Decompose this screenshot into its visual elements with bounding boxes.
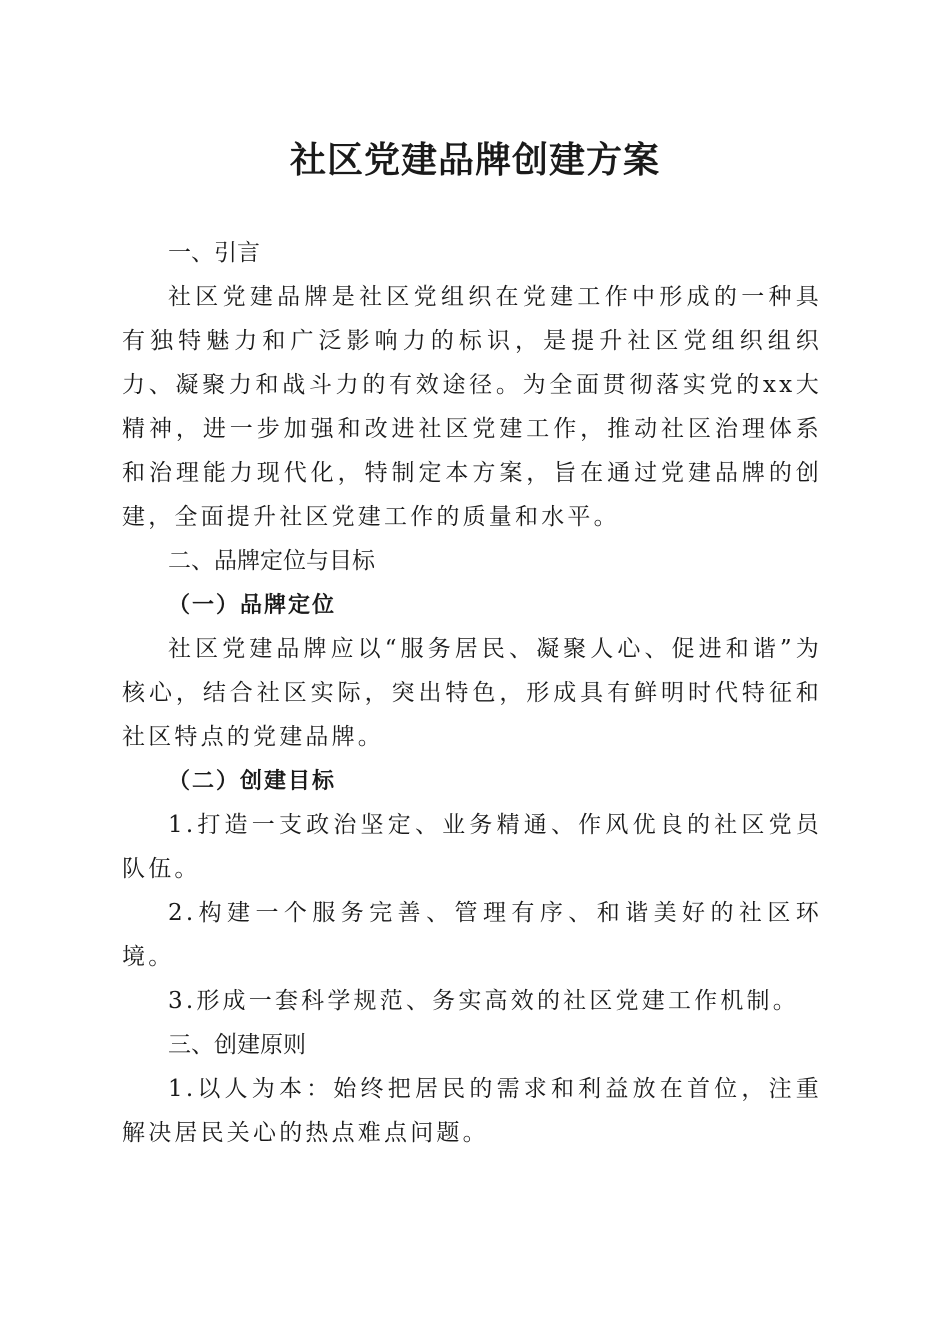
- document-body: [122, 231, 822, 1155]
- goal-item-1: 1.打造一支政治坚定、业务精通、作风优良的社区党员队伍。: [122, 812, 822, 882]
- goal-item-3: 3.形成一套科学规范、务实高效的社区党建工作机制。: [168, 988, 799, 1014]
- principle-item-1: 1.以人为本：始终把居民的需求和利益放在首位，注重解决居民关心的热点难点问题。: [122, 1076, 822, 1146]
- goal-item-2: 2.构建一个服务完善、管理有序、和谐美好的社区环境。: [122, 900, 822, 970]
- document-title: 社区党建品牌创建方案: [289, 139, 660, 181]
- intro-paragraph: 社区党建品牌是社区党组织在党建工作中形成的一种具有独特魅力和广泛影响力的标识，是提升社区党组织组织力、凝聚力和战斗力的有效途径。为全面贯彻落实党的xx大精神，进一步加强和改进社区党建工作，推动社区治理体系和治理能力现代化，特制定本方案，旨在通过党建品牌的创建，全面提升社区党建工作的质量和水平。: [122, 284, 822, 530]
- subheading-brand-positioning: （一）品牌定位: [168, 592, 337, 618]
- section-heading-intro: 一、引言: [168, 240, 260, 266]
- positioning-paragraph: 社区党建品牌应以“服务居民、凝聚人心、促进和谐”为核心，结合社区实际，突出特色，形成具有鲜明时代特征和社区特点的党建品牌。: [122, 636, 822, 750]
- subheading-goals: （二）创建目标: [168, 768, 337, 794]
- section-heading-positioning: 二、品牌定位与目标: [168, 548, 375, 574]
- section-heading-principles: 三、创建原则: [168, 1032, 306, 1058]
